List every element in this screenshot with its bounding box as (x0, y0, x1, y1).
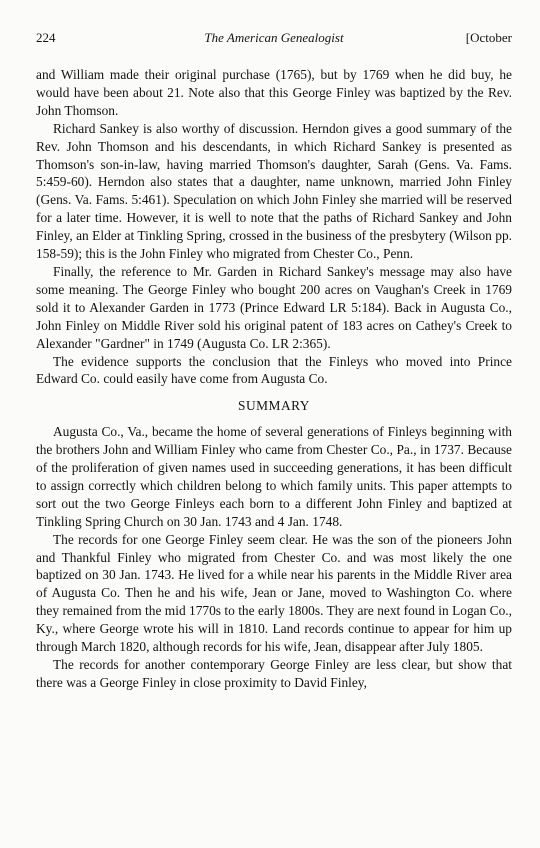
paragraph-summary-intro: Augusta Co., Va., became the home of several generations of Finleys beginning with the brothers John and William Finley who came from Chester Co., Pa., in 1737. Because of the proliferation of given names used in succeeding generations, it has been difficult to assign correctly which children belong to which family units. This paper attempts to sort out the two George Finleys each born to a different John Finley and baptized at Tinkling Spring Church on 30 Jan. 1743 and 4 Jan. 1748. (36, 424, 512, 529)
paragraph-richard-sankey: Richard Sankey is also worthy of discussion. Herndon gives a good summary of the Rev. John Thomson and his descendants, in which Richard Sankey is presented as Thomson's son-in-law, having married Thomson's daughter, Sarah (Gens. Va. Fams. 5:459-60). Herndon also states that a daughter, name unknown, married John Finley (Gens. Va. Fams. 5:461). Speculation on which John Finley she married will be reserved for a later time. However, it is well to note that the paths of Richard Sankey and John Finley, an Elder at Tinkling Spring, crossed in the business of the presbytery (Wilson pp. 158-59); this is the John Finley who migrated from Chester Co., Penn. (36, 120, 512, 262)
page-number: 224 (36, 30, 56, 45)
running-header (36, 30, 512, 50)
journal-title: The American Genealogist (204, 30, 344, 45)
paragraph-first-george-finley: The records for one George Finley seem clear. He was the son of the pioneers John and Thankful Finley who migrated from Chester Co. and was most likely the one baptized on 30 Jan. 1743. He lived for a while near his parents in the Middle River area of Augusta Co. Then he and his wife, Jean or Jane, moved to Washington Co. where they remained from the mid 1770s to the early 1800s. They are next found in Logan Co., Ky., where George wrote his will in 1810. Land records continue to appear for him up through March 1820, although records for his wife, Jean, disappear after July 1805. (36, 531, 512, 655)
issue-label: [October (465, 30, 512, 45)
paragraph-continuation: and William made their original purchase (1765), but by 1769 when he did buy, he would have been about 21. Note also that this George Finley was baptized by the Rev. John Thomson. (36, 67, 512, 118)
paragraph-evidence-conclusion: The evidence supports the conclusion that the Finleys who moved into Prince Edward Co. could easily have come from Augusta Co. (36, 353, 512, 387)
section-heading-summary: SUMMARY (238, 398, 310, 414)
body-text (36, 66, 512, 692)
paragraph-second-george-finley: The records for another contemporary George Finley are less clear, but show that there was a George Finley in close proximity to David Finley, (36, 657, 512, 690)
paragraph-mr-garden: Finally, the reference to Mr. Garden in Richard Sankey's message may also have some meaning. The George Finley who bought 200 acres on Vaughan's Creek in 1769 sold it to Alexander Garden in 1773 (Prince Edward LR 5:184). Back in Augusta Co., John Finley on Middle River sold his original patent of 183 acres on Cathey's Creek to Alexander "Gardner" in 1749 (Augusta Co. LR 2:365). (36, 263, 512, 351)
